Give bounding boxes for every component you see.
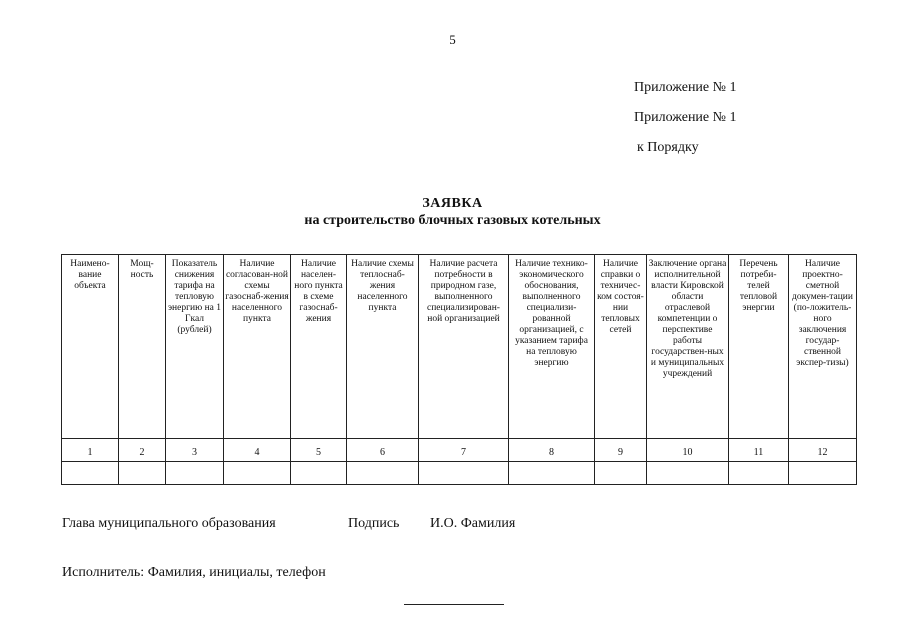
table-header-cell: Наимено-вание объекта [62,255,119,439]
appendix-line-3: к Порядку [637,140,699,155]
title-sub: на строительство блочных газовых котельных [304,213,601,228]
column-number: 2 [119,439,166,462]
table-cell[interactable] [595,462,647,485]
table-number-row [62,439,857,462]
column-number: 7 [419,439,509,462]
table-header-cell: Наличие проектно-сметной докумен-тации (по-ложитель-ного заключения государ-ственной экспер-тизы) [789,255,857,439]
executor-line: Исполнитель: Фамилия, инициалы, телефон [62,565,326,580]
column-number: 3 [166,439,224,462]
table-header-cell: Мощ-ность [119,255,166,439]
document-title [0,196,905,229]
column-number: 9 [595,439,647,462]
table-cell[interactable] [291,462,347,485]
table-header-cell: Наличие согласован-ной схемы газоснаб-жения населенного пункта [224,255,291,439]
application-table [61,254,857,485]
table-header-cell: Перечень потреби-телей тепловой энергии [729,255,789,439]
table-cell[interactable] [347,462,419,485]
table-header-cell: Наличие расчета потребности в природном газе, выполненного специализирован-ной организацией [419,255,509,439]
column-number: 6 [347,439,419,462]
signature-name-label: И.О. Фамилия [430,516,516,531]
column-number: 5 [291,439,347,462]
appendix-line-2: Приложение № 1 [634,110,737,125]
column-number: 8 [509,439,595,462]
column-number: 11 [729,439,789,462]
table-header-cell: Наличие схемы теплоснаб-жения населенного пункта [347,255,419,439]
table-cell[interactable] [119,462,166,485]
table-header-cell: Наличие справки о техничес-ком состоя-нии тепловых сетей [595,255,647,439]
table-cell[interactable] [647,462,729,485]
signature-sign-label: Подпись [348,516,400,531]
table-empty-row [62,462,857,485]
table-header-cell: Показатель снижения тарифа на тепловую энергию на 1 Гкал (рублей) [166,255,224,439]
appendix-line-1: Приложение № 1 [634,80,737,95]
table-cell[interactable] [729,462,789,485]
table-cell[interactable] [62,462,119,485]
column-number: 4 [224,439,291,462]
table-cell[interactable] [166,462,224,485]
table-cell[interactable] [419,462,509,485]
table-header-cell: Заключение органа исполнительной власти Кировской области отраслевой компетенции о перспективе работы государствен-ных и муниципальных учреждений [647,255,729,439]
bottom-divider [404,604,504,605]
table-cell[interactable] [509,462,595,485]
column-number: 10 [647,439,729,462]
table-header-cell: Наличие технико-экономического обоснования, выполненного специализи-рованной организацией, с указанием тарифа на тепловую энергию [509,255,595,439]
table-header-cell: Наличие населен-ного пункта в схеме газоснаб-жения [291,255,347,439]
title-main: ЗАЯВКА [422,196,483,211]
signature-head-label: Глава муниципального образования [62,516,276,531]
table-cell[interactable] [224,462,291,485]
table-cell[interactable] [789,462,857,485]
column-number: 12 [789,439,857,462]
table-header-row [62,255,857,439]
page-number: 5 [449,32,456,47]
column-number: 1 [62,439,119,462]
